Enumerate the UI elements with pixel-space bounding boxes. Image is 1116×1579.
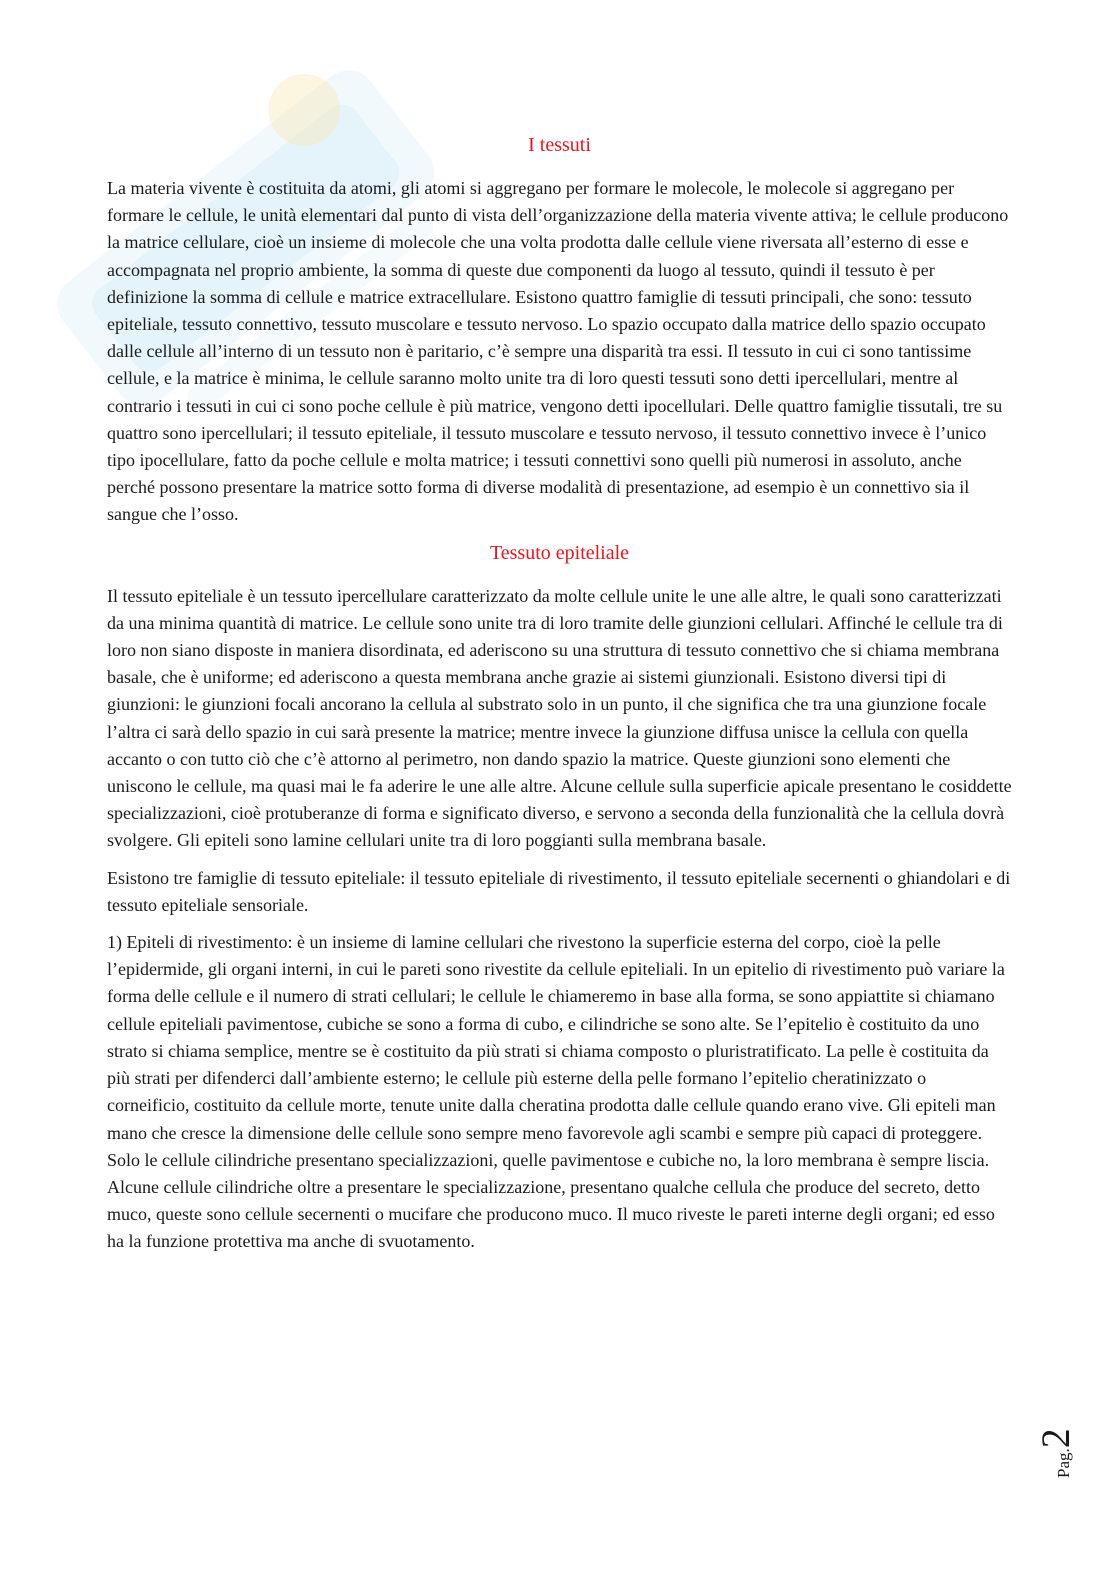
section-title-tessuto-epiteliale: Tessuto epiteliale bbox=[489, 541, 630, 564]
page-number-label: Pag. bbox=[1054, 1448, 1073, 1478]
page-number bbox=[1032, 1400, 1078, 1480]
paragraph: Il tessuto epiteliale è un tessuto ipercellulare caratterizzato da molte cellule unite le une alle altre, le quali sono caratterizzati da una minima quantità di matrice. Le cellule sono unite tra di loro tramite delle giunzioni cellulari. Affinché le cellule tra di loro non siano disposte in maniera disordinata, ed aderiscono su una struttura di tessuto connettivo che si chiama membrana basale, che è uniforme; ed aderiscono a questa membrana anche grazie ai sistemi giunzionali. Esistono diversi tipi di giunzioni: le giunzioni focali ancorano la cellula al substrato solo in un punto, il che significa che tra una giunzione focale l’altra ci sarà dello spazio in cui sarà presente la matrice; mentre invece la giunzione diffusa unisce la cellula con quella accanto o con tutto ciò che c’è attorno al perimetro, non dando spazio la matrice. Queste giunzioni sono elementi che uniscono le cellule, ma quasi mai le fa aderire le une alle altre. Alcune cellule sulla superficie apicale presentano le cosiddette specializzazioni, cioè protuberanze di forma e significato diverso, e servono a seconda della funzionalità che la cellula dovrà svolgere. Gli epiteli sono lamine cellulari unite tra di loro poggianti sulla membrana basale. bbox=[107, 585, 1012, 851]
paragraph: Esistono tre famiglie di tessuto epiteliale: il tessuto epiteliale di rivestimento, il tessuto epiteliale secernenti o ghiandolari e di tessuto epiteliale sensoriale. bbox=[107, 867, 1011, 915]
section-title-tessuti: I tessuti bbox=[528, 134, 591, 156]
page-number-value: 2 bbox=[1033, 1428, 1078, 1449]
paragraph: La materia vivente è costituita da atomi, gli atomi si aggregano per formare le molecole, le molecole si aggregano per formare le cellule, le unità elementari dal punto di vista dell’organizzazione della materia vivente attiva; le cellule producono la matrice cellulare, cioè un insieme di molecole che una volta prodotta dalle cellule viene riversata all’esterno di esse e accompagnata nel proprio ambiente, la somma di queste due componenti da luogo al tessuto, quindi il tessuto è per definizione la somma di cellule e matrice extracellulare. Esistono quattro famiglie di tessuti principali, che sono: tessuto epiteliale, tessuto connettivo, tessuto muscolare e tessuto nervoso. Lo spazio occupato dalla matrice dello spazio occupato dalle cellule all’interno di un tessuto non è paritario, c’è sempre una disparità tra essi. Il tessuto in cui ci sono tantissime cellule, e la matrice è minima, le cellule saranno molto unite tra di loro questi tessuti sono detti ipercellulari, mentre al contrario i tessuti in cui ci sono poche cellule è più matrice, vengono detti ipocellulari. Delle quattro famiglie tissutali, tre su quattro sono ipercellulari; il tessuto epiteliale, il tessuto muscolare e tessuto nervoso, il tessuto connettivo invece è l’unico tipo ipocellulare, fatto da poche cellule e molta matrice; i tessuti connettivi sono quelli più numerosi in assoluto, anche perché possono presentare la matrice sotto forma di diverse modalità di presentazione, ad esempio è un connettivo sia il sangue che l’osso. bbox=[107, 178, 1009, 525]
paragraph: 1) Epiteli di rivestimento: è un insieme di lamine cellulari che rivestono la superficie esterna del corpo, cioè la pelle l’epidermide, gli organi interni, in cui le pareti sono rivestite da cellule epiteliali. In un epitelio di rivestimento può variare la forma delle cellule e il numero di strati cellulari; le cellule le chiameremo in base alla forma, se sono appiattite si chiamano cellule epiteliali pavimentose, cubiche se sono a forma di cubo, e cilindriche se sono alte. Se l’epitelio è costituito da uno strato si chiama semplice, mentre se è costituito da più strati si chiama composto o pluristratificato. La pelle è costituita da più strati per difenderci dall’ambiente esterno; le cellule più esterne della pelle formano l’epitelio cheratinizzato o corneificio, costituito da cellule morte, tenute unite dalla cheratina prodotta dalle cellule quando erano vive. Gli epiteli man mano che cresce la dimensione delle cellule sono sempre meno favorevole agli scambi e sempre più capaci di proteggere. Solo le cellule cilindriche presentano specializzazioni, quelle pavimentose e cubiche no, la loro membrana è sempre liscia. Alcune cellule cilindriche oltre a presentare le specializzazione, presentano qualche cellula che produce del secreto, detto muco, queste sono cellule secernenti o mucifare che producono muco. Il muco riveste le pareti interne degli organi; ed esso ha la funzione protettiva ma anche di svuotamento. bbox=[107, 932, 1005, 1252]
document-body bbox=[107, 131, 1012, 1266]
